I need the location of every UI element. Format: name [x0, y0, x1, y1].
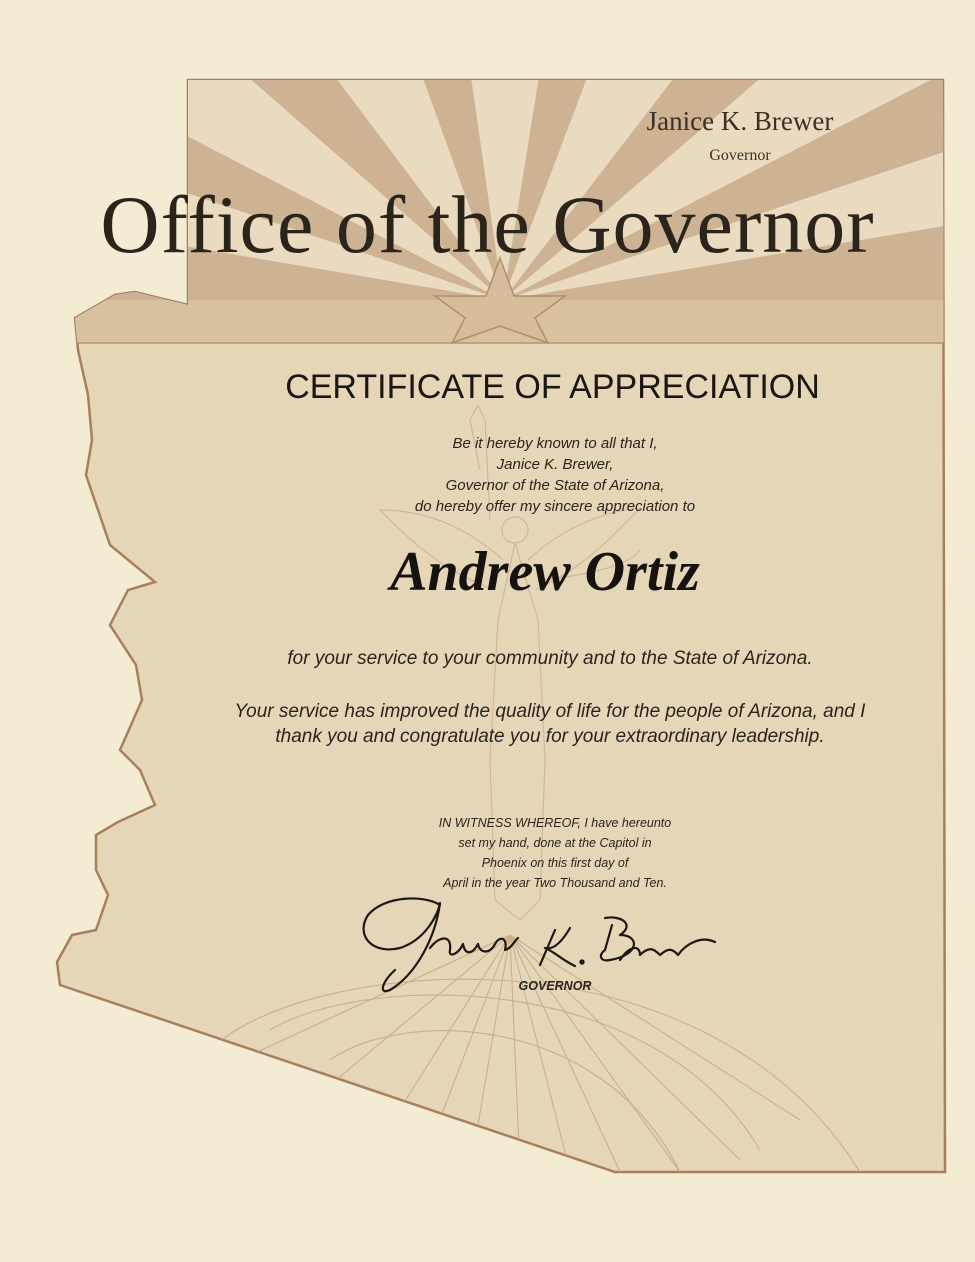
governor-title: Governor [709, 147, 771, 164]
witness-line: April in the year Two Thousand and Ten. [443, 876, 667, 890]
preamble-line: do hereby offer my sincere appreciation to [414, 498, 696, 515]
signature-role: GOVERNOR [518, 979, 592, 993]
governor-name: Janice K. Brewer [646, 106, 834, 136]
preamble [300, 433, 810, 517]
service-line: for your service to your community and to the State of Arizona. [287, 648, 813, 669]
office-title: Office of the Governor [100, 179, 875, 270]
witness-line: Phoenix on this first day of [481, 856, 629, 870]
message-line: thank you and congratulate you for your extraordinary leadership. [275, 726, 825, 747]
preamble-line: Janice K. Brewer, [496, 456, 614, 473]
message-line: Your service has improved the quality of life for the people of Arizona, and I [234, 701, 866, 722]
preamble-line: Governor of the State of Arizona, [445, 477, 665, 494]
certificate-title: CERTIFICATE OF APPRECIATION [285, 368, 820, 406]
witness-line: IN WITNESS WHEREOF, I have hereunto [438, 816, 672, 830]
recipient-name: Andrew Ortiz [390, 541, 700, 603]
witness-block [340, 813, 770, 893]
preamble-line: Be it hereby known to all that I, [452, 435, 658, 452]
appreciation-message [150, 699, 950, 749]
witness-line: set my hand, done at the Capitol in [458, 836, 652, 850]
